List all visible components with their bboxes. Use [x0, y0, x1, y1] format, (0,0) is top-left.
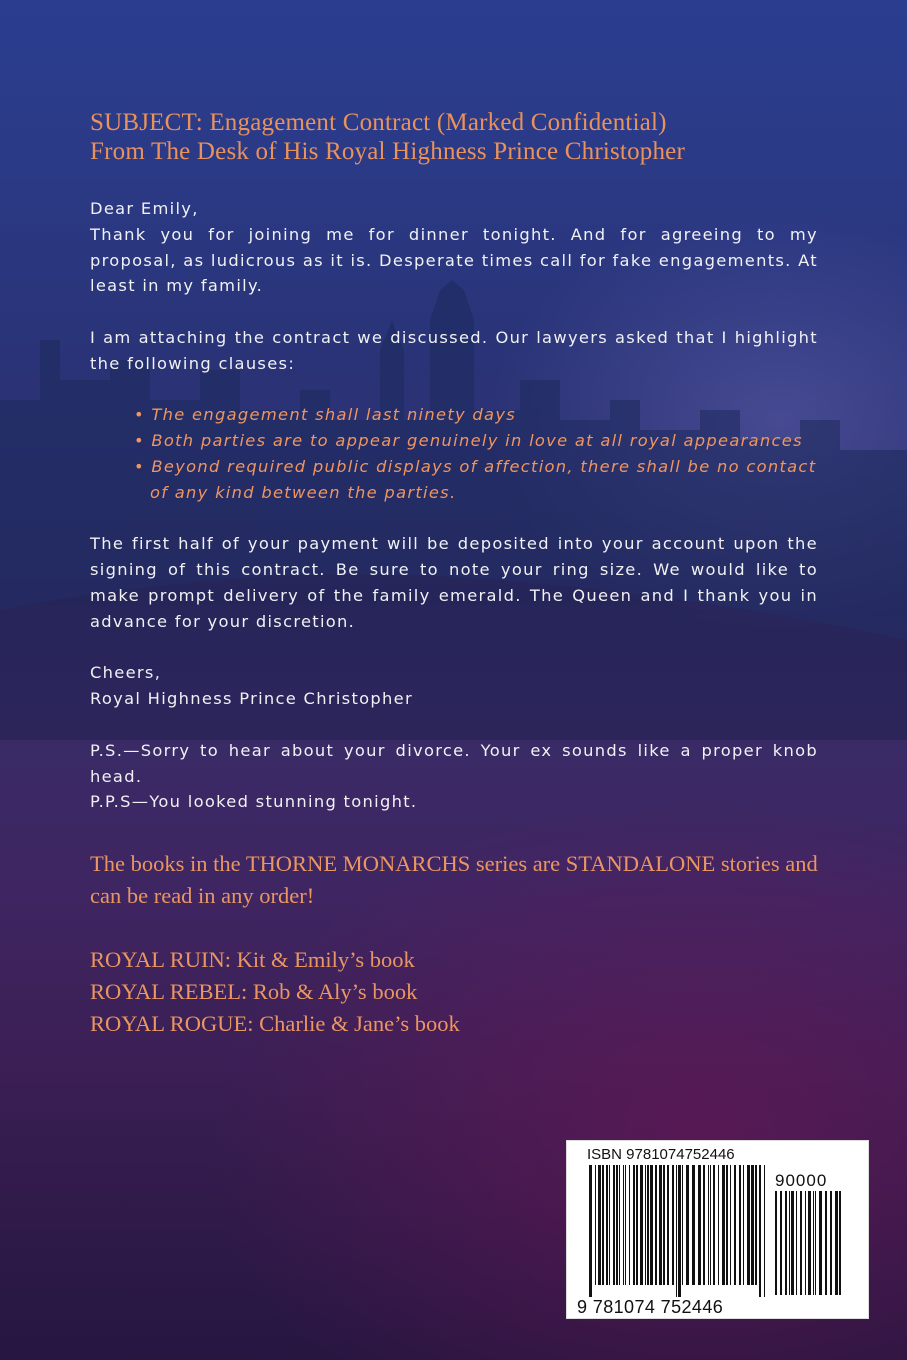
barcode-bar	[659, 1165, 662, 1285]
barcode-bar	[755, 1165, 757, 1285]
barcode-bar	[796, 1191, 797, 1295]
barcode-bar	[589, 1165, 592, 1297]
barcode-bar	[613, 1165, 615, 1285]
clause-item: • The engagement shall last ninety days	[134, 402, 818, 428]
barcode-bar	[726, 1165, 728, 1285]
barcode-bar	[813, 1191, 814, 1295]
barcode-bar	[663, 1165, 665, 1285]
postscript: P.S.—Sorry to hear about your divorce. Your ex sounds like a proper knob head.	[90, 740, 818, 786]
barcode-bar	[708, 1165, 709, 1285]
book-list-item: ROYAL ROGUE: Charlie & Jane’s book	[90, 1011, 460, 1036]
barcode-bar	[636, 1165, 638, 1285]
subject-heading	[90, 108, 850, 166]
barcode-bar	[609, 1165, 610, 1285]
barcode-bar	[595, 1165, 596, 1285]
book-list-item: ROYAL RUIN: Kit & Emily’s book	[90, 947, 415, 972]
barcode-bar	[785, 1191, 787, 1295]
isbn-barcode	[566, 1140, 869, 1319]
series-promo	[90, 848, 830, 1040]
barcode-bar	[791, 1191, 794, 1295]
barcode-bar	[692, 1165, 695, 1285]
barcode-bar	[650, 1165, 653, 1285]
closing: Cheers,	[90, 663, 162, 683]
barcode-bar	[739, 1165, 741, 1285]
from-line: From The Desk of His Royal Highness Prince Christopher	[90, 138, 686, 165]
barcode-bar	[734, 1165, 736, 1285]
clause-item: • Beyond required public displays of affection, there shall be no contact of any kind between the parties.	[134, 454, 818, 506]
barcode-bar	[602, 1165, 604, 1285]
clause-item: • Both parties are to appear genuinely in love at all royal appearances	[134, 428, 818, 454]
barcode-bar	[647, 1165, 649, 1285]
barcode-bar	[830, 1191, 832, 1295]
isbn-label: ISBN 9781074752446	[587, 1146, 735, 1163]
barcode-bar	[686, 1165, 689, 1285]
barcode-bar	[667, 1165, 669, 1285]
barcode-bar	[655, 1165, 657, 1285]
barcode-bar	[722, 1165, 725, 1285]
barcode-bar	[751, 1165, 754, 1285]
barcode-bar	[625, 1165, 626, 1285]
barcode-bar	[718, 1165, 719, 1285]
barcode-bar	[808, 1191, 811, 1295]
barcode-bar	[759, 1165, 761, 1297]
barcode-bar	[730, 1165, 731, 1285]
barcode-bar	[713, 1165, 715, 1285]
barcode-bar	[698, 1165, 701, 1285]
barcode-bar	[672, 1165, 674, 1285]
barcode-bar	[819, 1191, 822, 1295]
letter-body	[90, 196, 818, 815]
barcode-bar	[606, 1165, 608, 1285]
barcode-bar	[678, 1165, 681, 1297]
barcode-bar	[629, 1165, 630, 1285]
barcode-bar	[703, 1165, 705, 1285]
barcode-bar	[764, 1165, 765, 1297]
barcode-bar	[623, 1165, 624, 1285]
barcode-bar	[800, 1191, 802, 1295]
price-barcode-bars	[775, 1191, 847, 1295]
barcode-bar	[676, 1165, 677, 1297]
barcode-bar	[780, 1191, 782, 1295]
salutation: Dear Emily,	[90, 199, 199, 218]
barcode-bar	[835, 1191, 838, 1295]
barcode-bar	[839, 1191, 841, 1295]
clause-list	[90, 402, 818, 505]
barcode-bar	[710, 1165, 711, 1285]
subject-line: SUBJECT: Engagement Contract (Marked Confidential)	[90, 109, 667, 136]
letter-paragraph-1: Thank you for joining me for dinner tonight. And for agreeing to my proposal, as ludicrous as it is. Desperate times call for fake engagements. At least in my family.	[90, 224, 818, 296]
letter-paragraph-2: I am attaching the contract we discussed. Our lawyers asked that I highlight the following clauses:	[90, 327, 818, 373]
barcode-bar	[682, 1165, 683, 1285]
series-note: The books in the THORNE MONARCHS series are STANDALONE stories and can be read in any order!	[90, 851, 818, 908]
barcode-bar	[619, 1165, 620, 1285]
barcode-bar	[815, 1191, 816, 1295]
post-postscript: P.P.S—You looked stunning tonight.	[90, 792, 418, 812]
barcode-bar	[598, 1165, 601, 1285]
barcode-bar	[775, 1191, 777, 1295]
book-list-item: ROYAL REBEL: Rob & Aly’s book	[90, 979, 418, 1004]
barcode-bars	[589, 1165, 769, 1297]
barcode-bar	[633, 1165, 635, 1285]
barcode-bar	[645, 1165, 646, 1285]
barcode-bar	[640, 1165, 643, 1285]
isbn-digits: 9 781074 752446	[577, 1297, 724, 1317]
letter-paragraph-3: The first half of your payment will be deposited into your account upon the signing of this contract. Be sure to note your ring size. We would like to make prompt delivery of the family emerald. The Queen and I thank you in advance for your discretion.	[90, 534, 818, 631]
barcode-bar	[789, 1191, 790, 1295]
barcode-bar	[747, 1165, 750, 1285]
barcode-bar	[825, 1191, 827, 1295]
barcode-bar	[805, 1191, 806, 1295]
signature: Royal Highness Prince Christopher	[90, 689, 413, 709]
barcode-bar	[616, 1165, 618, 1285]
price-code: 90000	[775, 1171, 828, 1190]
barcode-bar	[743, 1165, 744, 1285]
